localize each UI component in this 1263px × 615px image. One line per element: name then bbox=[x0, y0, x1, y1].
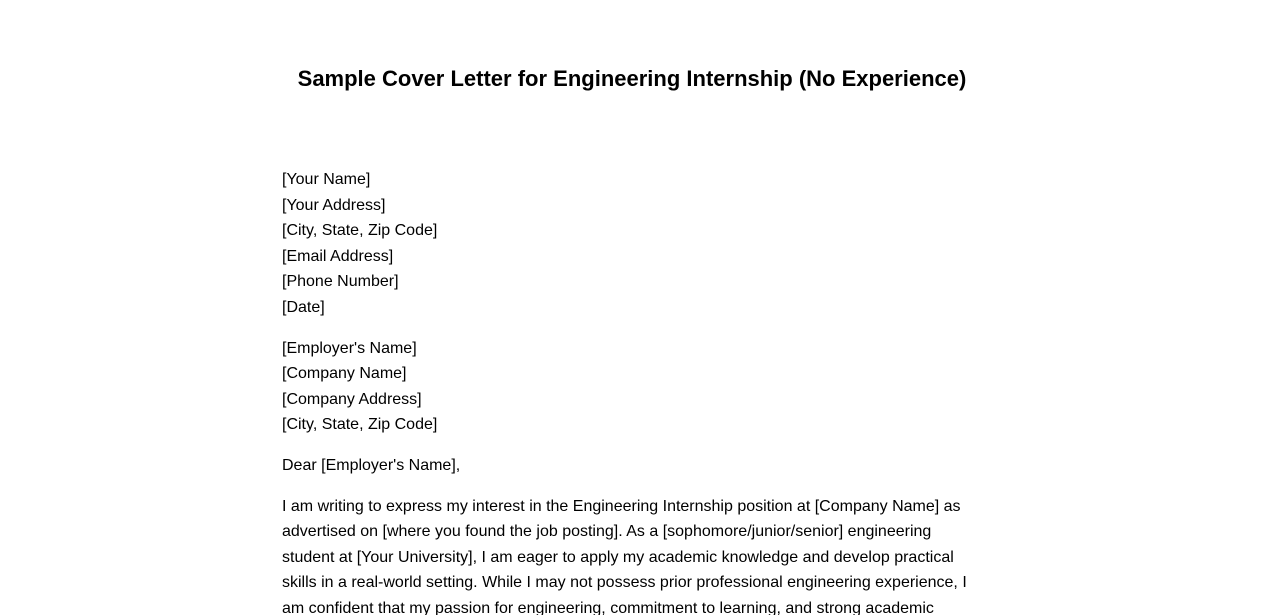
sender-email: [Email Address] bbox=[282, 247, 394, 265]
letter-body bbox=[282, 167, 982, 615]
sender-phone: [Phone Number] bbox=[282, 273, 399, 291]
salutation: Dear [Employer's Name], bbox=[282, 456, 461, 474]
recipient-city-state-zip: [City, State, Zip Code] bbox=[282, 416, 438, 434]
sender-address-block bbox=[282, 167, 982, 321]
sender-name: [Your Name] bbox=[282, 171, 371, 188]
document-title: Sample Cover Letter for Engineering Internship (No Experience) bbox=[297, 66, 967, 91]
sender-city-state-zip: [City, State, Zip Code] bbox=[282, 222, 438, 240]
sender-address: [Your Address] bbox=[282, 196, 386, 214]
recipient-address-block bbox=[282, 336, 982, 438]
body-paragraph-1: I am writing to express my interest in the Engineering Internship position at [Company Name] as advertised on [where you found the job posting]. As a [sophomore/junior/senior] engineering student at [Your University], I am eager to apply my academic knowledge and develop practical skills in a real-world setting. While I may not possess prior professional engineering experience, I am confident that my passion for engineering, commitment to learning, and strong academic bbox=[282, 497, 967, 615]
letter-date: [Date] bbox=[282, 298, 325, 316]
recipient-company: [Company Name] bbox=[282, 365, 407, 383]
recipient-address: [Company Address] bbox=[282, 390, 422, 408]
recipient-name: [Employer's Name] bbox=[282, 339, 417, 357]
